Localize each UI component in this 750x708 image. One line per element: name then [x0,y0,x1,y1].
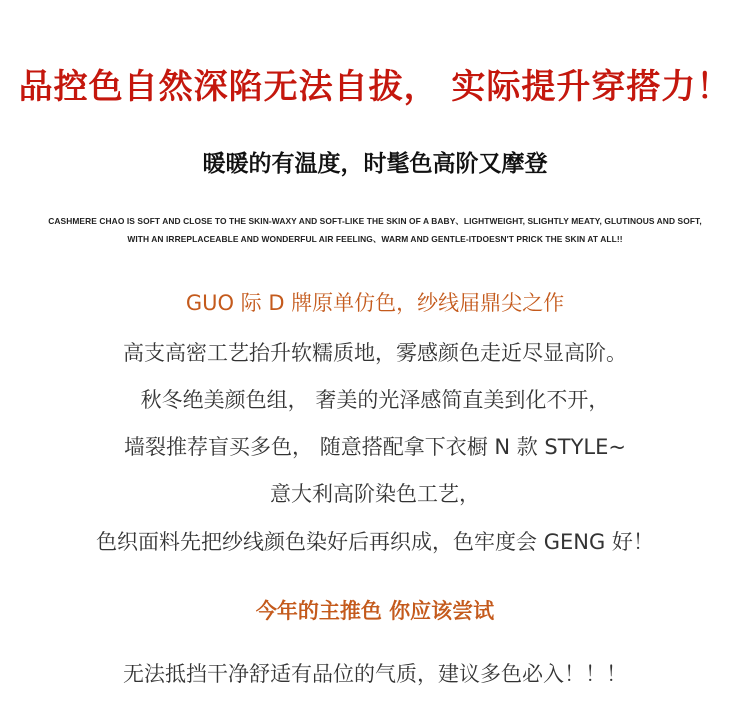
headline: 品控色自然深陷无法自拔， 实际提升穿搭力！ [18,67,732,107]
body-line: 意大利高阶染色工艺， [270,482,480,506]
body-line: 秋冬绝美颜色组， 奢美的光泽感简直美到化不开， [140,388,610,412]
subheadline: 暖暖的有温度，时髦色高阶又摩登 [202,151,548,177]
english-caption-line-2: WITH AN IRREPLACEABLE AND WONDERFUL AIR FEELING、WARM AND GENTLE-ITDOESN'T PRICK THE SKIN AT ALL!! [127,234,623,244]
body-line: 色织面料先把纱线颜色染好后再织成，色牢度会 GENG 好！ [96,530,654,554]
closing-line: 无法抵挡干净舒适有品位的气质，建议多色必入！！！ [123,662,627,686]
feature-title: GUO 际 D 牌原单仿色，纱线届鼎尖之作 [185,291,565,315]
english-caption-line-1: CASHMERE CHAO IS SOFT AND CLOSE TO THE SKIN-WAXY AND SOFT-LIKE THE SKIN OF A BABY、LIGHTWEIGHT, SLIGHTLY MEATY, GLUTINOUS AND SOFT, [48,216,702,226]
body-line: 高支高密工艺抬升软糯质地，雾感颜色走近尽显高阶。 [123,341,627,365]
body-line: 墙裂推荐盲买多色， 随意搭配拿下衣橱 N 款 STYLE~ [124,435,626,459]
section-title: 今年的主推色 你应该尝试 [255,599,495,623]
